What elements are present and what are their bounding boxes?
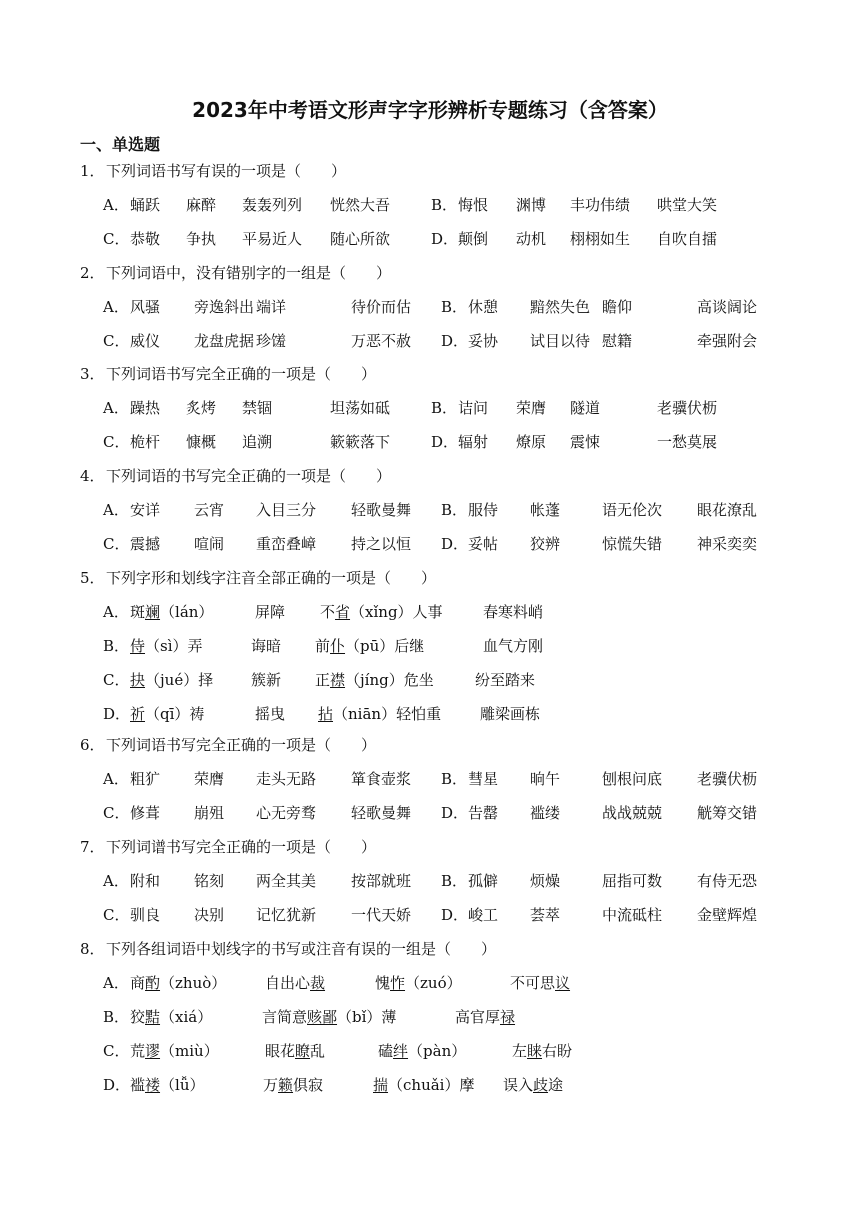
- item-text: （qī）祷: [145, 705, 205, 723]
- option-word: 彗星: [468, 770, 499, 788]
- item-text: 不: [320, 603, 336, 621]
- item-text: （pū）后继: [345, 637, 425, 655]
- option-word: 重峦叠嶂: [256, 535, 317, 553]
- option-word: 风骚: [130, 298, 161, 316]
- option-word: 隧道: [570, 399, 601, 417]
- item-text: 纷至踏来: [475, 671, 536, 689]
- option-item: [130, 601, 213, 622]
- underlined-char: 绊: [393, 1042, 409, 1060]
- item-text: 万: [263, 1076, 279, 1094]
- option-word: 喧闹: [194, 535, 225, 553]
- item-text: 途: [548, 1076, 564, 1094]
- option-word: 安详: [130, 501, 161, 519]
- item-text: （sì）弄: [145, 637, 203, 655]
- option-word: 晌午: [530, 770, 561, 788]
- option-word: 万恶不赦: [351, 332, 412, 350]
- underlined-char: 祈: [130, 705, 146, 723]
- item-text: 乱: [310, 1042, 326, 1060]
- option-word: 铭刻: [194, 872, 225, 890]
- question-number: 6．: [80, 736, 105, 754]
- underlined-char: 怍: [390, 974, 406, 992]
- option-item: [130, 669, 213, 690]
- underlined-char: 褛: [145, 1076, 161, 1094]
- item-text: 自出心: [265, 974, 311, 992]
- item-text: 诲暗: [251, 637, 282, 655]
- option-word: 端详: [256, 298, 287, 316]
- option-word: 屈指可数: [602, 872, 663, 890]
- question-stem: 下列字形和划线字注音全部正确的一项是（ ）: [106, 569, 437, 587]
- option-item: [265, 1040, 325, 1061]
- item-text: 误入: [503, 1076, 534, 1094]
- option-word: 峻工: [468, 906, 499, 924]
- option-word: 栩栩如生: [570, 230, 631, 248]
- underlined-char: 仆: [330, 637, 346, 655]
- underlined-char: 禄: [500, 1008, 516, 1026]
- item-text: （miù）: [160, 1042, 219, 1060]
- option-letter[interactable]: C．: [103, 804, 130, 822]
- item-text: 斑: [130, 603, 146, 621]
- option-item: [255, 601, 285, 622]
- item-text: 屏障: [255, 603, 286, 621]
- option-word: 追溯: [242, 433, 273, 451]
- item-text: （niān）轻怕重: [333, 705, 442, 723]
- option-letter[interactable]: A．: [103, 770, 129, 788]
- option-word: 争执: [186, 230, 217, 248]
- option-word: 待价而估: [351, 298, 412, 316]
- option-item: [130, 703, 204, 724]
- option-word: 高谈阔论: [697, 298, 758, 316]
- question-number: 4．: [80, 467, 105, 485]
- option-word: 神采奕奕: [697, 535, 758, 553]
- option-word: 试目以待: [530, 332, 591, 350]
- option-word: 震撼: [130, 535, 161, 553]
- option-item: [130, 1074, 205, 1095]
- option-word: 持之以恒: [351, 535, 412, 553]
- option-item: [480, 703, 540, 724]
- option-word: 金壁辉煌: [697, 906, 758, 924]
- option-word: 震悚: [570, 433, 601, 451]
- question-stem: 下列词谱书写完全正确的一项是（ ）: [106, 838, 377, 856]
- option-word: 威仪: [130, 332, 161, 350]
- option-word: 帐蓬: [530, 501, 561, 519]
- option-word: 妥帖: [468, 535, 499, 553]
- item-text: 不可思: [510, 974, 556, 992]
- option-word: 中流砥柱: [602, 906, 663, 924]
- option-letter[interactable]: A．: [103, 196, 129, 214]
- option-letter[interactable]: A．: [103, 974, 129, 992]
- option-item: [320, 601, 443, 622]
- section-heading: 一、单选题: [80, 135, 161, 154]
- underlined-char: 黠: [145, 1008, 161, 1026]
- option-word: 自吹自擂: [657, 230, 718, 248]
- option-word: 驯良: [130, 906, 161, 924]
- option-word: 按部就班: [351, 872, 412, 890]
- option-word: 瞻仰: [602, 298, 633, 316]
- item-text: 右盼: [542, 1042, 573, 1060]
- option-letter[interactable]: B．: [441, 872, 468, 890]
- item-text: 言简意: [262, 1008, 308, 1026]
- item-text: （pàn）: [408, 1042, 467, 1060]
- option-item: [378, 1040, 466, 1061]
- option-word: 轰轰列列: [242, 196, 303, 214]
- option-letter[interactable]: D．: [441, 332, 469, 350]
- option-item: [130, 1006, 212, 1027]
- option-word: 牵强附会: [697, 332, 758, 350]
- option-word: 平易近人: [242, 230, 303, 248]
- option-word: 战战兢兢: [602, 804, 663, 822]
- option-letter[interactable]: A．: [103, 501, 129, 519]
- option-letter[interactable]: D．: [103, 705, 131, 723]
- option-letter[interactable]: A．: [103, 603, 129, 621]
- item-text: （xǐng）人事: [350, 603, 443, 621]
- option-word: 哄堂大笑: [657, 196, 718, 214]
- option-word: 轻歌曼舞: [351, 501, 412, 519]
- option-word: 记忆犹新: [256, 906, 317, 924]
- option-word: 粗犷: [130, 770, 161, 788]
- item-text: 愧: [375, 974, 391, 992]
- item-text: 簇新: [251, 671, 282, 689]
- underlined-char: 睐: [527, 1042, 543, 1060]
- item-text: （jíng）危坐: [345, 671, 434, 689]
- item-text: 荒: [130, 1042, 146, 1060]
- option-letter[interactable]: B．: [441, 298, 468, 316]
- option-word: 告罄: [468, 804, 499, 822]
- option-word: 慷概: [186, 433, 217, 451]
- item-text: 高官厚: [455, 1008, 501, 1026]
- option-item: [255, 703, 285, 724]
- option-word: 决别: [194, 906, 225, 924]
- option-word: 诘问: [458, 399, 489, 417]
- item-text: 正: [315, 671, 331, 689]
- item-text: 商: [130, 974, 146, 992]
- option-word: 渊博: [516, 196, 547, 214]
- option-word: 眼花潦乱: [697, 501, 758, 519]
- option-word: 龙盘虎据: [194, 332, 255, 350]
- option-word: 蛹跃: [130, 196, 161, 214]
- underlined-char: 议: [555, 974, 571, 992]
- item-text: 磕: [378, 1042, 394, 1060]
- option-item: [475, 669, 535, 690]
- option-word: 刨根问底: [602, 770, 663, 788]
- underlined-char: 斓: [145, 603, 161, 621]
- item-text: （lán）: [160, 603, 214, 621]
- question-stem: 下列词语中，没有错别字的一组是（ ）: [106, 264, 392, 282]
- option-word: 一代天娇: [351, 906, 412, 924]
- option-word: 炙烤: [186, 399, 217, 417]
- option-word: 荣膺: [194, 770, 225, 788]
- option-item: [455, 1006, 515, 1027]
- item-text: （lǚ）: [160, 1076, 205, 1094]
- item-text: 俱寂: [293, 1076, 324, 1094]
- option-item: [318, 703, 441, 724]
- option-word: 走头无路: [256, 770, 317, 788]
- underlined-char: 拈: [318, 705, 334, 723]
- option-word: 心无旁骛: [256, 804, 317, 822]
- option-word: 修葺: [130, 804, 161, 822]
- question-stem: 下列词语书写有误的一项是（ ）: [106, 162, 347, 180]
- option-item: [373, 1074, 474, 1095]
- option-word: 桅杆: [130, 433, 161, 451]
- option-letter[interactable]: A．: [103, 872, 129, 890]
- option-word: 燎原: [516, 433, 547, 451]
- underlined-char: 谬: [145, 1042, 161, 1060]
- option-letter[interactable]: C．: [103, 1042, 130, 1060]
- option-word: 老骥伏枥: [697, 770, 758, 788]
- item-text: 春寒料峭: [483, 603, 544, 621]
- option-item: [315, 635, 424, 656]
- option-item: [130, 635, 203, 656]
- underlined-char: 瞭: [295, 1042, 311, 1060]
- option-letter[interactable]: C．: [103, 535, 130, 553]
- option-item: [315, 669, 434, 690]
- question-number: 5．: [80, 569, 105, 587]
- page-title: 2023年中考语文形声字字形辨析专题练习（含答案）: [192, 98, 668, 122]
- option-word: 休憩: [468, 298, 499, 316]
- item-text: 褴: [130, 1076, 146, 1094]
- item-text: 狡: [130, 1008, 146, 1026]
- item-text: 雕梁画栋: [480, 705, 541, 723]
- option-letter[interactable]: B．: [441, 501, 468, 519]
- option-word: 旁逸斜出: [194, 298, 255, 316]
- option-item: [262, 1006, 396, 1027]
- option-letter[interactable]: B．: [431, 399, 458, 417]
- option-letter[interactable]: D．: [431, 230, 459, 248]
- option-word: 两全其美: [256, 872, 317, 890]
- underlined-char: 籁: [278, 1076, 294, 1094]
- underlined-char: 侍: [130, 637, 146, 655]
- underlined-char: 歧: [533, 1076, 549, 1094]
- item-text: （bǐ）薄: [337, 1008, 397, 1026]
- option-letter[interactable]: C．: [103, 671, 130, 689]
- item-text: （zhuò）: [160, 974, 227, 992]
- underlined-char: 裁: [310, 974, 326, 992]
- underlined-char: 赅鄙: [307, 1008, 338, 1026]
- option-letter[interactable]: A．: [103, 298, 129, 316]
- option-word: 箪食壶浆: [351, 770, 412, 788]
- option-word: 恍然大吾: [330, 196, 391, 214]
- option-word: 狡辨: [530, 535, 561, 553]
- option-letter[interactable]: D．: [431, 433, 459, 451]
- underlined-char: 省: [335, 603, 351, 621]
- option-letter[interactable]: D．: [103, 1076, 131, 1094]
- option-word: 随心所欲: [330, 230, 391, 248]
- option-letter[interactable]: B．: [441, 770, 468, 788]
- option-word: 悔恨: [458, 196, 489, 214]
- option-letter[interactable]: A．: [103, 399, 129, 417]
- item-text: （jué）择: [145, 671, 214, 689]
- item-text: 左: [512, 1042, 528, 1060]
- item-text: 摇曳: [255, 705, 286, 723]
- option-letter[interactable]: C．: [103, 433, 130, 451]
- question-stem: 下列词语书写完全正确的一项是（ ）: [106, 365, 377, 383]
- option-item: [130, 972, 226, 993]
- question-number: 8．: [80, 940, 105, 958]
- option-item: [265, 972, 325, 993]
- option-item: [510, 972, 570, 993]
- option-word: 慰籍: [602, 332, 633, 350]
- option-item: [512, 1040, 572, 1061]
- item-text: （xiá）: [160, 1008, 213, 1026]
- question-number: 7．: [80, 838, 105, 856]
- option-word: 褴缕: [530, 804, 561, 822]
- option-word: 觥筹交错: [697, 804, 758, 822]
- option-letter[interactable]: D．: [441, 535, 469, 553]
- option-word: 崩殂: [194, 804, 225, 822]
- option-word: 附和: [130, 872, 161, 890]
- option-item: [130, 1040, 219, 1061]
- option-word: 麻醉: [186, 196, 217, 214]
- question-number: 1．: [80, 162, 105, 180]
- question-number: 3．: [80, 365, 105, 383]
- question-stem: 下列词语书写完全正确的一项是（ ）: [106, 736, 377, 754]
- option-word: 荣膺: [516, 399, 547, 417]
- option-word: 丰功伟绩: [570, 196, 631, 214]
- option-word: 老骥伏枥: [657, 399, 718, 417]
- option-word: 烦燥: [530, 872, 561, 890]
- underlined-char: 抉: [130, 671, 146, 689]
- underlined-char: 酌: [145, 974, 161, 992]
- option-letter[interactable]: B．: [431, 196, 458, 214]
- option-letter[interactable]: C．: [103, 332, 130, 350]
- option-word: 黯然失色: [530, 298, 591, 316]
- option-word: 动机: [516, 230, 547, 248]
- item-text: （chuǎi）摩: [388, 1076, 475, 1094]
- option-word: 辐射: [458, 433, 489, 451]
- option-word: 妥协: [468, 332, 499, 350]
- underlined-char: 襟: [330, 671, 346, 689]
- option-item: [483, 601, 543, 622]
- option-word: 颠倒: [458, 230, 489, 248]
- item-text: 前: [315, 637, 331, 655]
- option-item: [503, 1074, 563, 1095]
- option-item: [375, 972, 462, 993]
- option-letter[interactable]: D．: [441, 804, 469, 822]
- option-word: 躁热: [130, 399, 161, 417]
- option-item: [263, 1074, 323, 1095]
- option-word: 孤僻: [468, 872, 499, 890]
- option-word: 有侍无恐: [697, 872, 758, 890]
- option-item: [483, 635, 543, 656]
- option-item: [251, 635, 281, 656]
- option-word: 云宵: [194, 501, 225, 519]
- item-text: 眼花: [265, 1042, 296, 1060]
- underlined-char: 揣: [373, 1076, 389, 1094]
- option-word: 轻歌曼舞: [351, 804, 412, 822]
- option-letter[interactable]: B．: [103, 637, 130, 655]
- option-word: 服侍: [468, 501, 499, 519]
- option-item: [251, 669, 281, 690]
- option-word: 入目三分: [256, 501, 317, 519]
- option-letter[interactable]: C．: [103, 906, 130, 924]
- option-word: 荟萃: [530, 906, 561, 924]
- option-word: 簌簌落下: [330, 433, 391, 451]
- item-text: 血气方刚: [483, 637, 544, 655]
- item-text: （zuó）: [405, 974, 462, 992]
- option-letter[interactable]: B．: [103, 1008, 130, 1026]
- option-letter[interactable]: C．: [103, 230, 130, 248]
- option-word: 语无伦次: [602, 501, 663, 519]
- option-word: 禁锢: [242, 399, 273, 417]
- option-word: 坦荡如砥: [330, 399, 391, 417]
- question-number: 2．: [80, 264, 105, 282]
- question-stem: 下列各组词语中划线字的书写或注音有误的一组是（ ）: [106, 940, 497, 958]
- option-word: 惊慌失错: [602, 535, 663, 553]
- option-word: 恭敬: [130, 230, 161, 248]
- option-letter[interactable]: D．: [441, 906, 469, 924]
- question-stem: 下列词语的书写完全正确的一项是（ ）: [106, 467, 392, 485]
- option-word: 一愁莫展: [657, 433, 718, 451]
- option-word: 珍馐: [256, 332, 287, 350]
